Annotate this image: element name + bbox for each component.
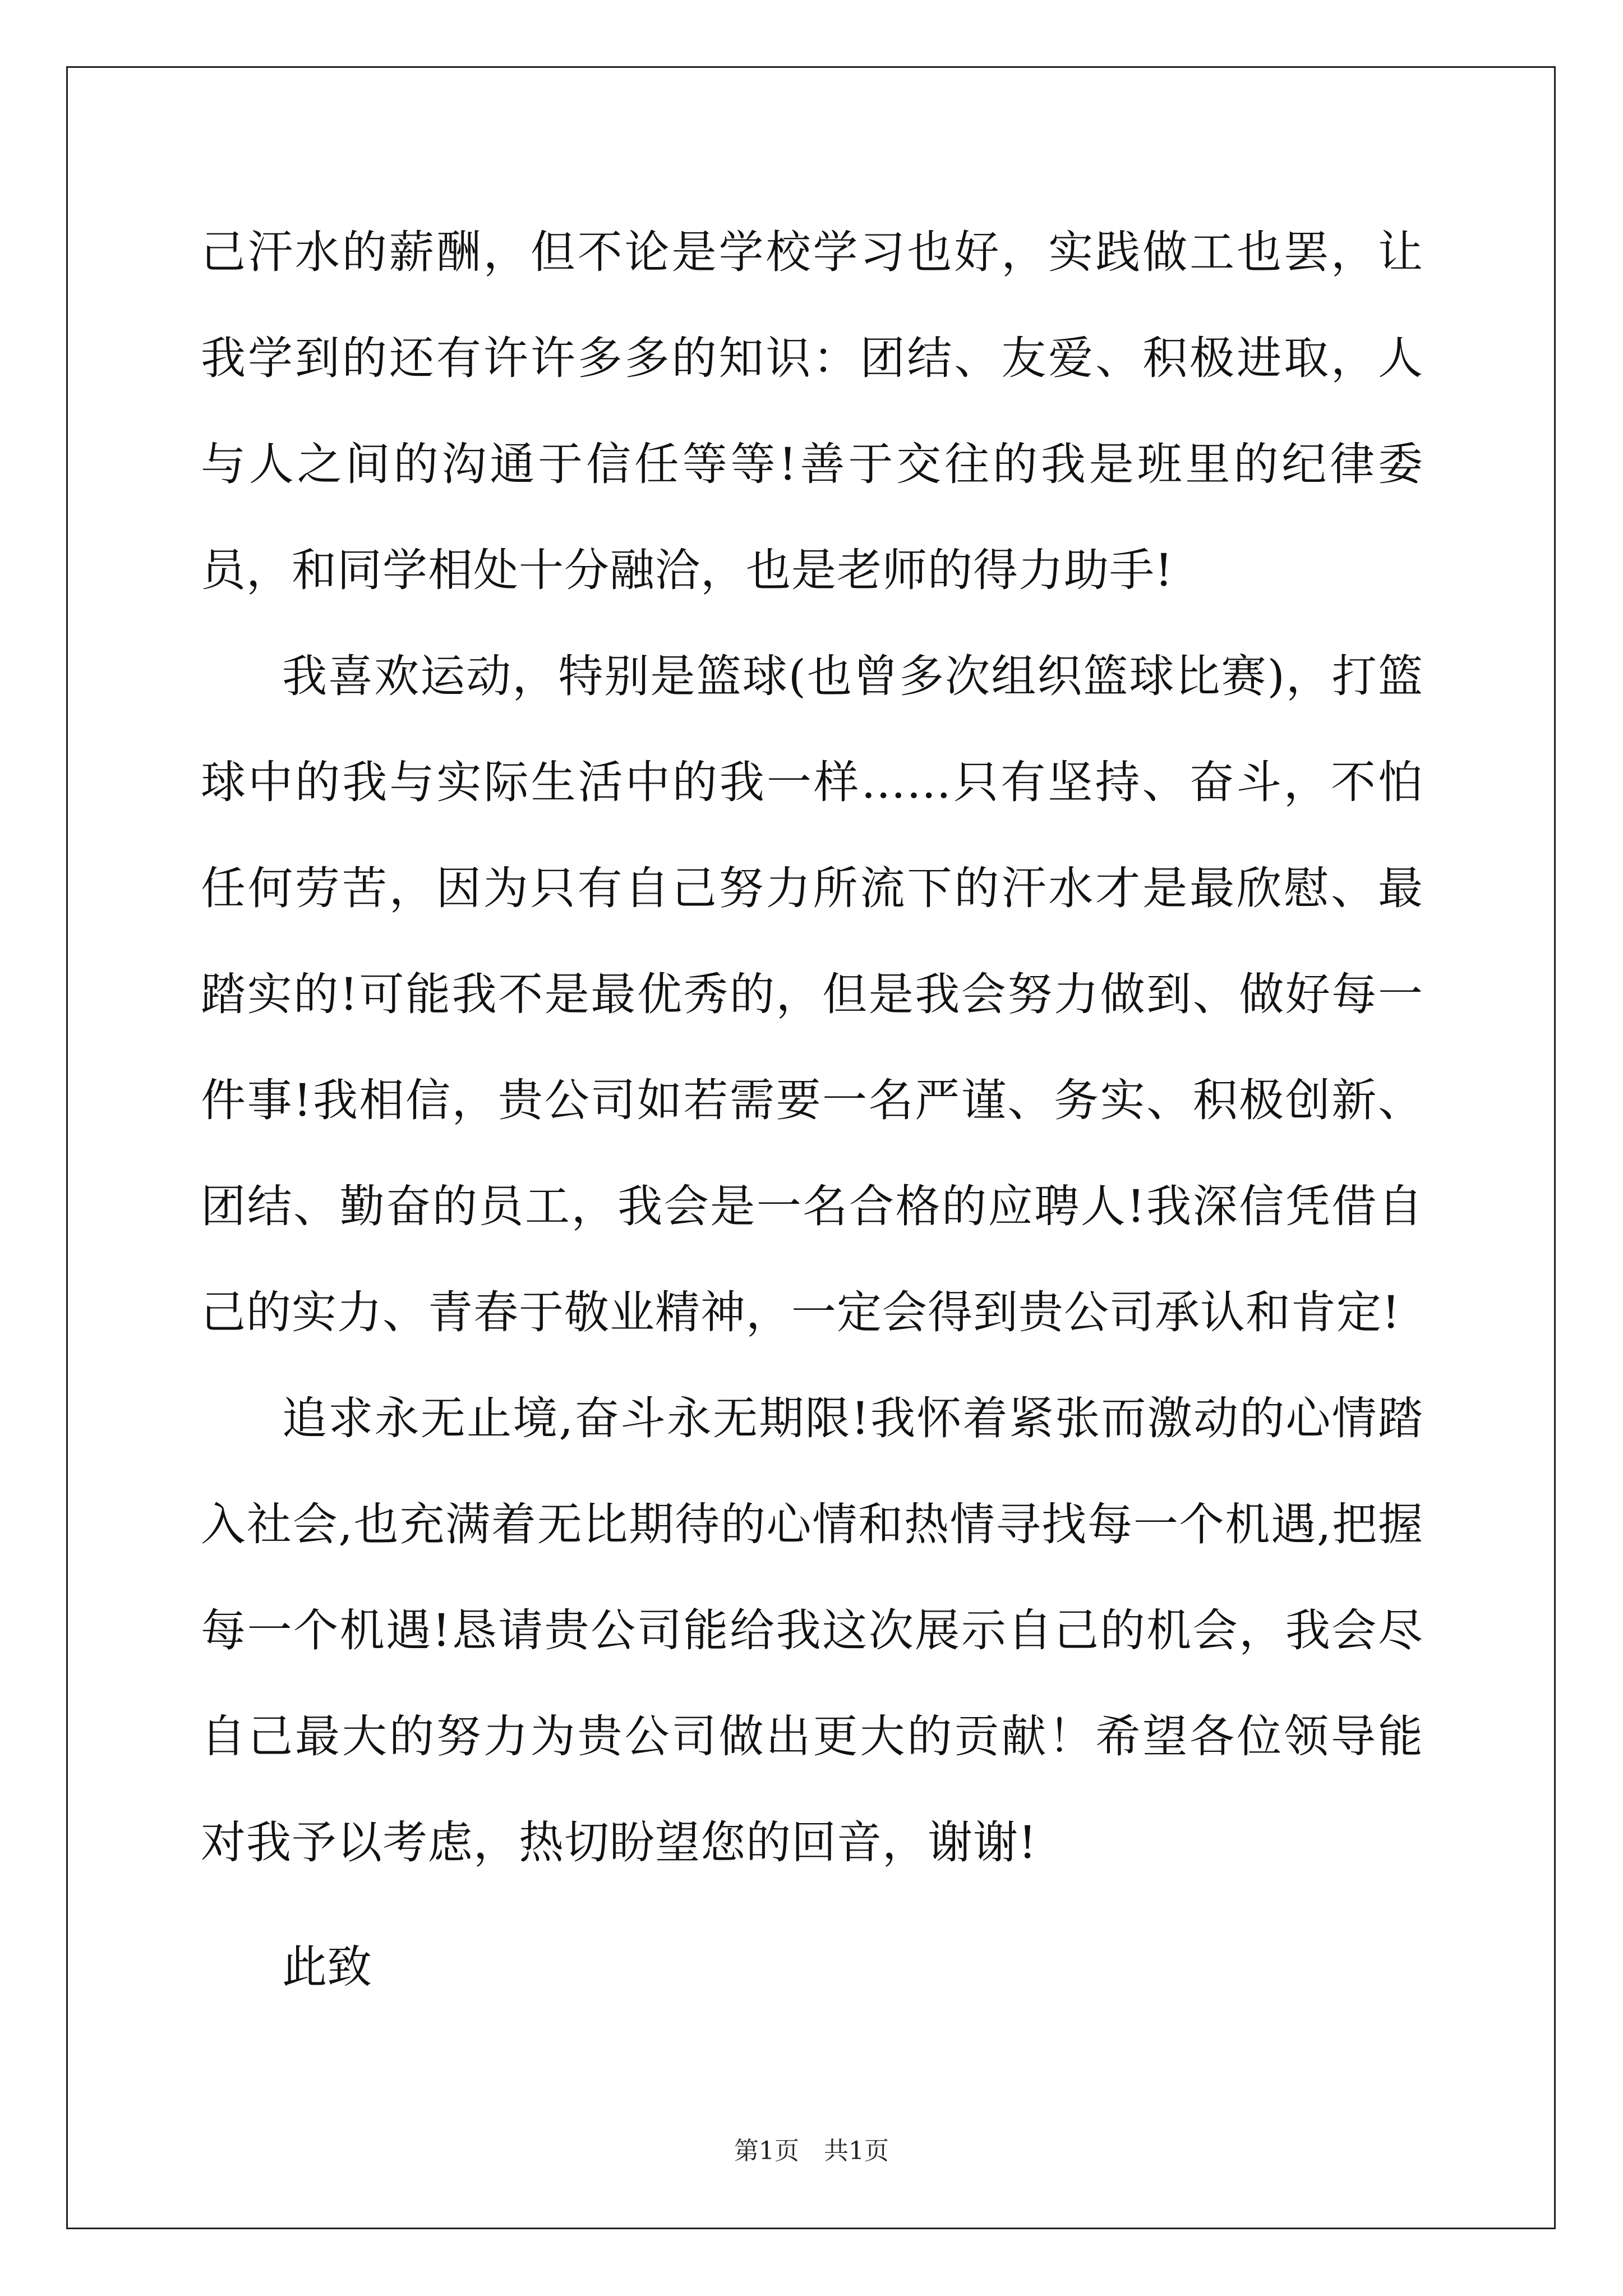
paragraph-3: 追求永无止境,奋斗永无期限!我怀着紧张而激动的心情踏入社会,也充满着无比期待的心情和热情寻找每一个机遇,把握每一个机遇!恳请贵公司能给我这次展示自己的机会，我会尽自己最大的努力为贵公司做出更大的贡献！希望各位领导能对我予以考虑，热切盼望您的回音，谢谢!: [201, 1392, 1423, 1869]
paragraph-1: 己汗水的薪酬，但不论是学校学习也好，实践做工也罢，让我学到的还有许许多多的知识：团结、友爱、积极进取，人与人之间的沟通于信任等等!善于交往的我是班里的纪律委员，和同学相处十分融洽，也是老师的得力助手!: [201, 226, 1423, 596]
closing-salutation: 此致: [282, 1941, 372, 1993]
paragraph-2: 我喜欢运动，特别是篮球(也曾多次组织篮球比赛)，打篮球中的我与实际生活中的我一样……只有坚持、奋斗，不怕任何劳苦，因为只有自己努力所流下的汗水才是最欣慰、最踏实的!可能我不是最优秀的，但是我会努力做到、做好每一件事!我相信，贵公司如若需要一名严谨、务实、积极创新、团结、勤奋的员工，我会是一名合格的应聘人!我深信凭借自己的实力、青春于敬业精神，一定会得到贵公司承认和肯定!: [201, 650, 1423, 1338]
page-footer: 第1页 共1页: [734, 2137, 889, 2165]
letter-body: [201, 199, 1423, 1895]
